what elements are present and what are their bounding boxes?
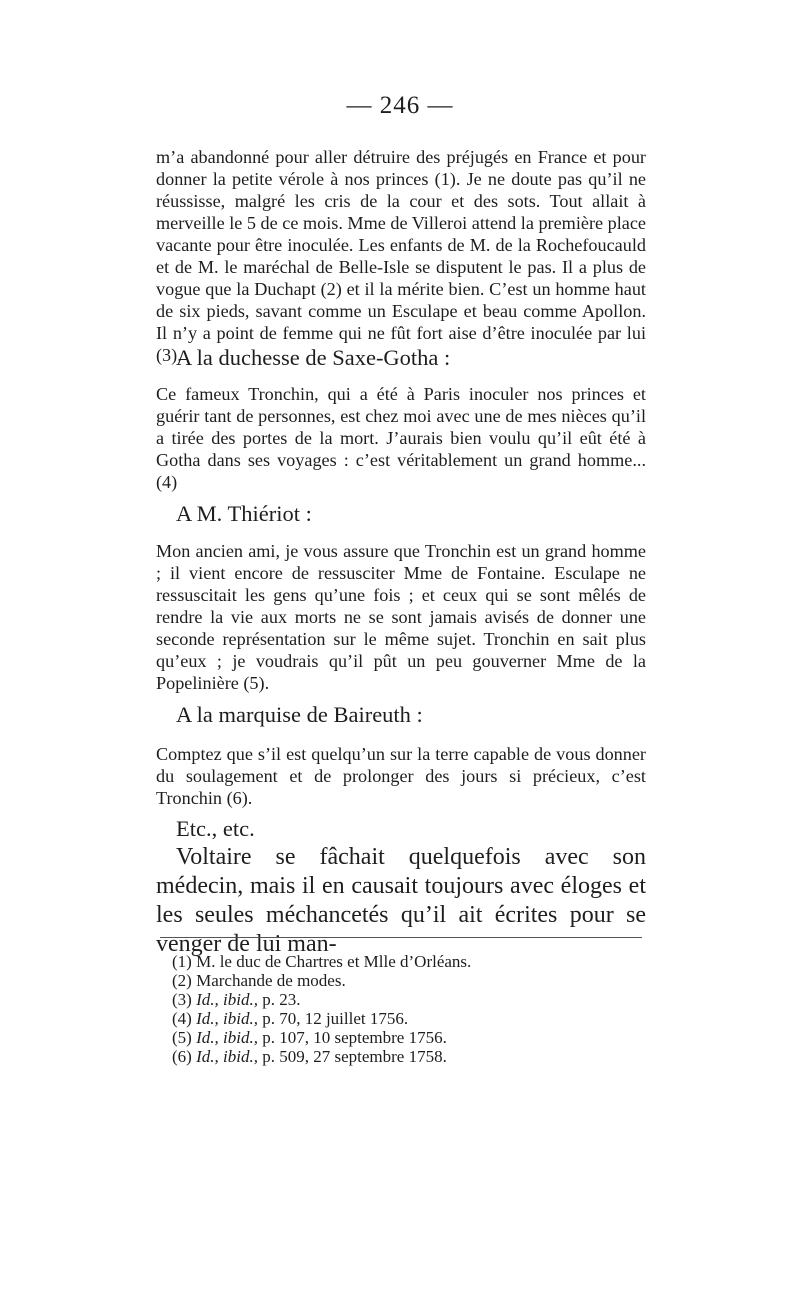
- section-heading: A M. Thiériot :: [176, 501, 312, 526]
- footnote-number: (1): [172, 952, 192, 971]
- footnote-number: (5): [172, 1028, 192, 1047]
- footnote-id: Id.,: [196, 990, 219, 1009]
- etc-line: Etc., etc.: [176, 816, 255, 841]
- footnote-text: p. 70, 12 juillet 1756.: [262, 1009, 409, 1028]
- footnote-text: p. 107, 10 septembre 1756.: [262, 1028, 447, 1047]
- footnote: [172, 1009, 652, 1028]
- footnote-text: Marchande de modes.: [196, 971, 346, 990]
- section-body: [156, 383, 646, 493]
- footnote-id: Id.,: [196, 1009, 219, 1028]
- section-heading: A la duchesse de Saxe-Gotha :: [176, 345, 451, 370]
- footnote-number: (3): [172, 990, 192, 1009]
- footnote-ibid: ibid.,: [223, 1009, 258, 1028]
- section-body: [156, 540, 646, 694]
- closing-paragraph: Voltaire se fâchait quelquefois avec son médecin, mais il en causait toujours avec éloges et les seules méchancetés qu’il ait écrites pour se venger de lui man-: [156, 844, 646, 957]
- section-heading: A la marquise de Baireuth :: [176, 702, 423, 727]
- footnote: [172, 1047, 652, 1066]
- footnote: [172, 952, 652, 971]
- footnote-ibid: ibid.,: [223, 990, 258, 1009]
- footnote-ibid: ibid.,: [223, 1047, 258, 1066]
- footnote-id: Id.,: [196, 1028, 219, 1047]
- section-body: [156, 743, 646, 809]
- footnote-ibid: ibid.,: [223, 1028, 258, 1047]
- footnote: [172, 990, 652, 1009]
- footnote-id: Id.,: [196, 1047, 219, 1066]
- letter-continuation: [156, 146, 646, 366]
- section-paragraph: Mon ancien ami, je vous assure que Tronchin est un grand homme ; il vient encore de ressusciter Mme de Fontaine. Esculape ne ressuscitait les gens qu’une fois ; et ceux qui se sont mêlés de rendre la vie aux morts ne se sont jamais avisés de donner une seconde représentation sur le même sujet. Tronchin en sait plus qu’eux ; je voudrais qu’il pût un peu gouverner Mme de la Popelinière (5).: [156, 541, 646, 693]
- section-paragraph: Ce fameux Tronchin, qui a été à Paris inoculer nos princes et guérir tant de personnes, est chez moi avec une de mes nièces qu’il a tirée des portes de la mort. J’aurais bien voulu qu’il eût été à Gotha dans ses voyages : c’est véritablement un grand homme... (4): [156, 384, 646, 492]
- footnote-number: (6): [172, 1047, 192, 1066]
- footnotes: [172, 952, 652, 1066]
- page-number: — 246 —: [346, 92, 454, 119]
- footnote-text: p. 23.: [262, 990, 301, 1009]
- footnote: [172, 1028, 652, 1047]
- section-paragraph: Comptez que s’il est quelqu’un sur la terre capable de vous donner du soulagement et de prolonger des jours si précieux, c’est Tronchin (6).: [156, 744, 646, 808]
- letter-paragraph: m’a abandonné pour aller détruire des préjugés en France et pour donner la petite vérole à nos princes (1). Je ne doute pas qu’il ne réussisse, malgré les cris de la cour et des sots. Tout allait à merveille le 5 de ce mois. Mme de Villeroi attend la première place vacante pour être inoculée. Les enfants de M. de la Rochefoucauld et de M. le maréchal de Belle-Isle se disputent le pas. Il a plus de vogue que la Duchapt (2) et il la mérite bien. C’est un homme haut de six pieds, savant comme un Esculape et beau comme Apollon. Il n’y a point de femme qui ne fût fort aise d’être inoculée par lui (3).: [156, 147, 646, 365]
- footnote-number: (2): [172, 971, 192, 990]
- footnote-rule: [160, 937, 642, 938]
- footnote-text: M. le duc de Chartres et Mlle d’Orléans.: [196, 952, 472, 971]
- footnote-number: (4): [172, 1009, 192, 1028]
- footnote: [172, 971, 652, 990]
- footnote-text: p. 509, 27 septembre 1758.: [262, 1047, 447, 1066]
